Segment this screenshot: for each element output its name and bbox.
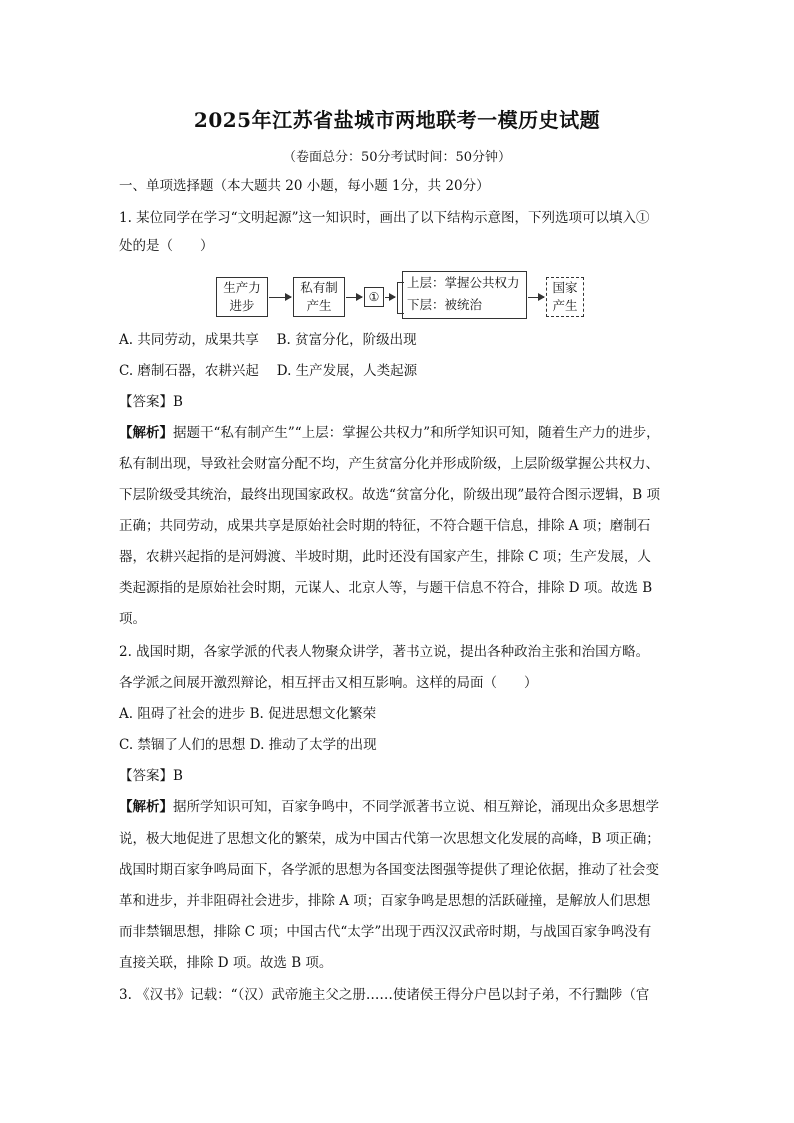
diagram-box-state-line1: 国家 bbox=[552, 280, 578, 295]
q1-stem-line1: 1. 某位同学在学习“文明起源”这一知识时，画出了以下结构示意图，下列选项可以填入① bbox=[119, 210, 650, 226]
q1-analysis-text: 据题干“私有制产生”“上层：掌握公共权力”和所学知识可知，随着生产力的进步， bbox=[173, 425, 660, 441]
q1-structure-diagram bbox=[216, 270, 586, 320]
diagram-box-state-line2: 产生 bbox=[552, 298, 578, 313]
q2-stem-line2: 各学派之间展开激烈辩论，相互抨击又相互影响。这样的局面（ ） bbox=[119, 675, 538, 691]
diagram-lower-class: 下层：被统治 bbox=[407, 297, 483, 312]
q2-analysis-line4: 革和进步，并非阻碍社会进步，排除 A 项；百家争鸣是思想的活跃碰撞，是解放人们思想 bbox=[119, 893, 651, 909]
q2-options-line1: A. 阻碍了社会的进步 B. 促进思想文化繁荣 bbox=[119, 706, 377, 722]
diagram-upper-class: 上层：掌握公共权力 bbox=[407, 275, 520, 290]
q1-analysis-line4: 正确；共同劳动，成果共享是原始社会时期的特征，不符合题干信息，排除 A 项；磨制石 bbox=[119, 518, 651, 534]
q3-stem-line1: 3. 《汉书》记载：“（汉）武帝施主父之册……使诸侯王得分户邑以封子弟，不行黜陟（官 bbox=[119, 987, 650, 1003]
q1-analysis-line2: 私有制出现，导致社会财富分配不均，产生贫富分化并形成阶级，上层阶级掌握公共权力、 bbox=[119, 456, 659, 472]
q1-analysis-label: 【解析】 bbox=[119, 425, 173, 441]
q1-analysis-line6: 类起源指的是原始社会时期，元谋人、北京人等，与题干信息不符合，排除 D 项。故选 B bbox=[119, 580, 653, 596]
diagram-box-productivity-line2: 进步 bbox=[229, 298, 255, 313]
q2-analysis-text: 据所学知识可知，百家争鸣中，不同学派著书立说、相互辩论，涌现出众多思想学 bbox=[173, 799, 659, 815]
q1-analysis-line1 bbox=[119, 427, 679, 441]
q1-answer: 【答案】B bbox=[119, 394, 183, 410]
q2-analysis-line1 bbox=[119, 801, 679, 815]
q2-analysis-label: 【解析】 bbox=[119, 799, 173, 815]
diagram-arrow-4 bbox=[528, 297, 544, 298]
q2-options-line2: C. 禁锢了人们的思想 D. 推动了太学的出现 bbox=[119, 737, 377, 753]
diagram-box-productivity bbox=[216, 277, 268, 317]
diagram-box-blank: ① bbox=[364, 287, 384, 307]
q2-analysis-line3: 战国时期百家争鸣局面下，各学派的思想为各国变法图强等提供了理论依据，推动了社会变 bbox=[119, 862, 659, 878]
diagram-arrow-2 bbox=[346, 297, 362, 298]
q1-analysis-line3: 下层阶级受其统治，最终出现国家政权。故选“贫富分化，阶级出现”最符合图示逻辑，B 项 bbox=[119, 487, 661, 503]
q2-analysis-line5: 而非禁锢思想，排除 C 项；中国古代“太学”出现于西汉汉武帝时期，与战国百家争鸣没有 bbox=[119, 924, 652, 940]
q1-options-line2: C. 磨制石器，农耕兴起 D. 生产发展，人类起源 bbox=[119, 363, 418, 379]
diagram-box-private-property-line2: 产生 bbox=[306, 298, 332, 313]
q2-analysis-line2: 说，极大地促进了思想文化的繁荣，成为中国古代第一次思想文化发展的高峰，B 项正确； bbox=[119, 831, 660, 847]
exam-info: （卷面总分：50分考试时间：50分钟） bbox=[282, 150, 512, 165]
section-heading: 一、单项选择题（本大题共 20 小题，每小题 1分，共 20分） bbox=[119, 178, 490, 194]
page-title: 2025年江苏省盐城市两地联考一模历史试题 bbox=[193, 108, 601, 132]
diagram-box-classes bbox=[402, 271, 527, 319]
q2-analysis-line6: 直接关联，排除 D 项。故选 B 项。 bbox=[119, 955, 333, 971]
q1-options-line1: A. 共同劳动，成果共享 B. 贫富分化，阶级出现 bbox=[119, 332, 417, 348]
diagram-box-private-property bbox=[293, 277, 345, 317]
diagram-arrow-3 bbox=[385, 297, 395, 298]
diagram-box-productivity-line1: 生产力 bbox=[223, 280, 261, 295]
diagram-arrow-1 bbox=[269, 297, 291, 298]
q1-analysis-line7: 项。 bbox=[119, 611, 146, 627]
q2-answer: 【答案】B bbox=[119, 768, 183, 784]
q1-stem-line2: 处的是（ ） bbox=[119, 238, 214, 254]
diagram-box-private-property-line1: 私有制 bbox=[300, 280, 338, 295]
q1-analysis-line5: 器，农耕兴起指的是河姆渡、半坡时期，此时还没有国家产生，排除 C 项；生产发展，人 bbox=[119, 549, 651, 565]
diagram-box-state bbox=[546, 277, 584, 317]
q2-stem-line1: 2. 战国时期，各家学派的代表人物聚众讲学，著书立说，提出各种政治主张和治国方略。 bbox=[119, 644, 650, 660]
